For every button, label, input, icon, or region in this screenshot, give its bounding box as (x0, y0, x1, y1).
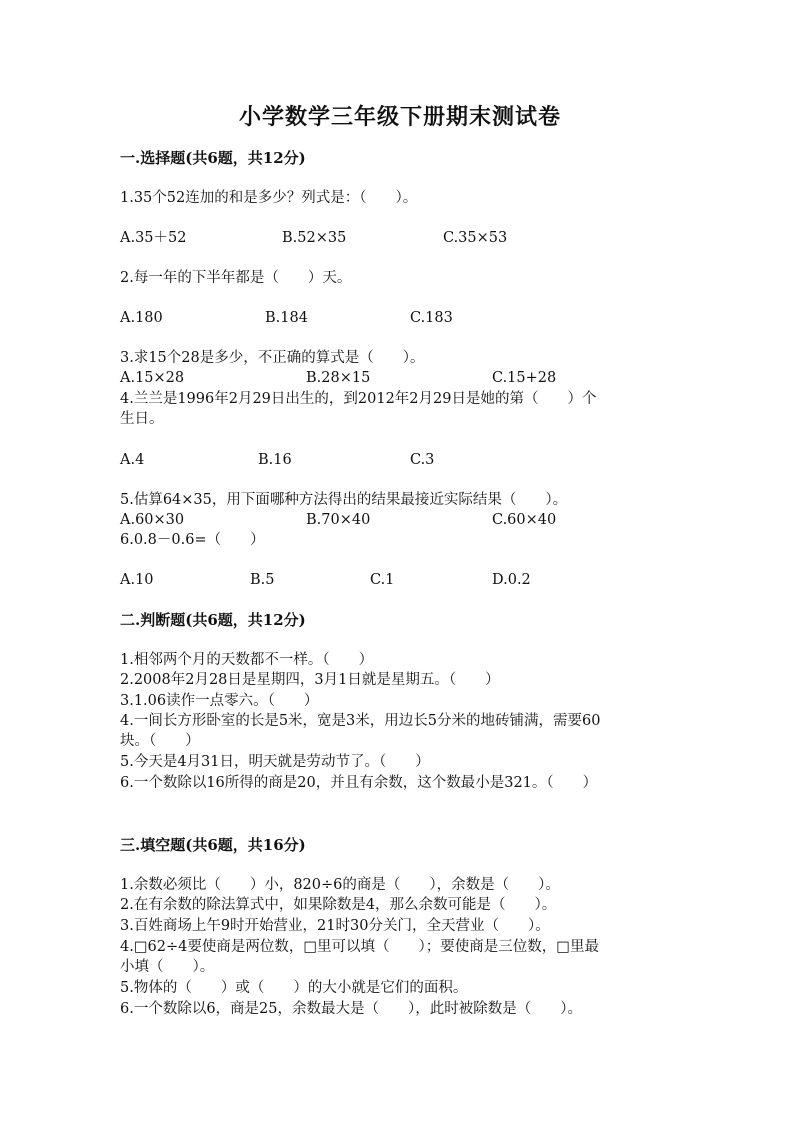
choice-q4-option-a: A.4 (120, 452, 145, 468)
choice-q6-option-c: C.1 (370, 572, 395, 588)
fill-q4-line2: 小填（ ）。 (120, 959, 215, 975)
choice-q2: 2.每一年的下半年都是（ ）天。 (120, 270, 352, 286)
choice-q3-option-c: C.15+28 (492, 370, 557, 386)
choice-q3: 3.求15个28是多少，不正确的算式是（ ）。 (120, 350, 425, 366)
section-fill-heading: 三.填空题(共6题，共16分) (120, 836, 306, 854)
section-choice-heading: 一.选择题(共6题，共12分) (120, 149, 306, 167)
choice-q5-option-c: C.60×40 (492, 512, 557, 528)
fill-q2: 2.在有余数的除法算式中，如果除数是4，那么余数可能是（ ）。 (120, 897, 557, 913)
fill-q4-line1: 4.□62÷4要使商是两位数，□里可以填（ ）；要使商是三位数，□里最 (120, 939, 600, 955)
fill-q3: 3.百姓商场上午9时开始营业，21时30分关门，全天营业（ ）。 (120, 918, 550, 934)
fill-q5: 5.物体的（ ）或（ ）的大小就是它们的面积。 (120, 980, 468, 996)
judge-q4-line2: 块。（ ） (120, 733, 200, 749)
choice-q6-option-a: A.10 (120, 572, 154, 588)
choice-q6-option-b: B.5 (250, 572, 275, 588)
page-title: 小学数学三年级下册期末测试卷 (238, 104, 561, 130)
judge-q2: 2.2008年2月28日是星期四，3月1日就是星期五。（ ） (120, 672, 500, 688)
choice-q4-line2: 生日。 (120, 411, 164, 427)
choice-q2-option-c: C.183 (410, 310, 453, 326)
judge-q5: 5.今天是4月31日，明天就是劳动节了。（ ） (120, 754, 430, 770)
section-judge-heading: 二.判断题(共6题，共12分) (120, 611, 306, 629)
choice-q5-option-b: B.70×40 (306, 512, 371, 528)
judge-q6: 6.一个数除以16所得的商是20，并且有余数，这个数最小是321。（ ） (120, 775, 598, 791)
choice-q1: 1.35个52连加的和是多少？列式是：（ ）。 (120, 190, 418, 206)
choice-q4-option-c: C.3 (410, 452, 435, 468)
choice-q6: 6.0.8－0.6=（ ） (120, 532, 265, 548)
fill-q1: 1.余数必须比（ ）小，820÷6的商是（ ），余数是（ ）。 (120, 877, 560, 893)
choice-q1-option-b: B.52×35 (282, 230, 347, 246)
choice-q3-option-b: B.28×15 (306, 370, 371, 386)
choice-q3-option-a: A.15×28 (120, 370, 185, 386)
choice-q5-option-a: A.60×30 (120, 512, 185, 528)
choice-q2-option-b: B.184 (265, 310, 308, 326)
judge-q4-line1: 4.一间长方形卧室的长是5米，宽是3米，用边长5分米的地砖铺满，需要60 (120, 713, 601, 729)
choice-q5: 5.估算64×35，用下面哪种方法得出的结果最接近实际结果（ ）。 (120, 492, 568, 508)
choice-q1-option-a: A.35＋52 (120, 230, 187, 246)
judge-q3: 3.1.06读作一点零六。（ ） (120, 693, 319, 709)
choice-q1-option-c: C.35×53 (443, 230, 508, 246)
choice-q2-option-a: A.180 (120, 310, 163, 326)
choice-q4-option-b: B.16 (258, 452, 292, 468)
fill-q6: 6.一个数除以6，商是25，余数最大是（ ），此时被除数是（ ）。 (120, 1001, 583, 1017)
choice-q4-line1: 4.兰兰是1996年2月29日出生的，到2012年2月29日是她的第（ ）个 (120, 391, 597, 407)
choice-q6-option-d: D.0.2 (492, 572, 531, 588)
judge-q1: 1.相邻两个月的天数都不一样。（ ） (120, 652, 374, 668)
